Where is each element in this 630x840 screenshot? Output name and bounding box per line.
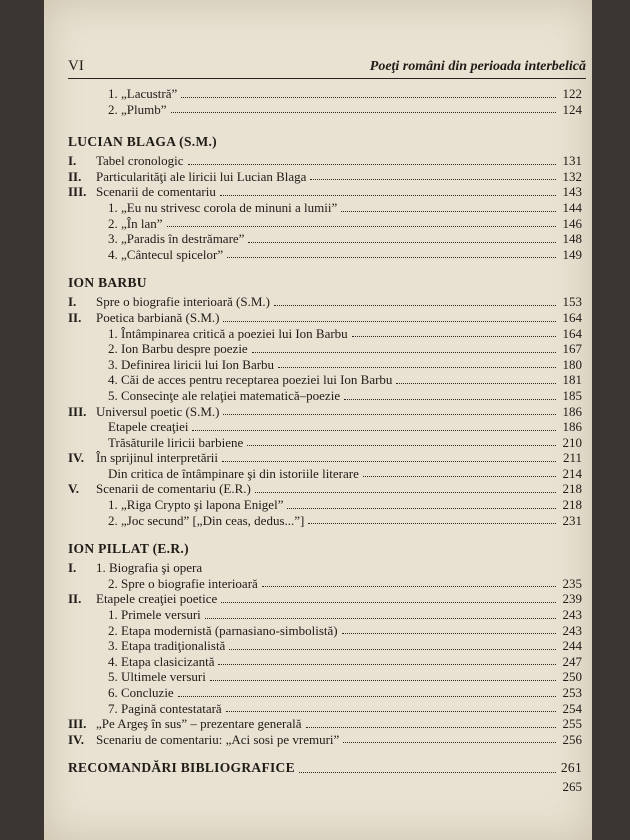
section-title: RECOMANDĂRI BIBLIOGRAFICE <box>68 760 295 776</box>
page-ref: 144 <box>562 199 582 215</box>
toc-entry[interactable] <box>68 184 582 200</box>
toc-entry[interactable] <box>68 216 582 232</box>
entry-title: 2. Etapa modernistă (parnasiano-simbolistă) <box>108 622 338 638</box>
entry-title: 5. Consecinţe ale relaţiei matematică–poezie <box>108 387 341 403</box>
dot-leader <box>220 191 556 196</box>
dot-leader <box>312 787 556 791</box>
entry-numeral: I. <box>68 294 77 310</box>
entry-title: 1. Primele versuri <box>108 607 201 623</box>
page-ref: 261 <box>560 760 582 776</box>
page-number: VI <box>68 58 84 74</box>
page-ref: 143 <box>562 184 582 200</box>
page-ref: 256 <box>562 731 582 747</box>
entry-numeral: III. <box>68 716 87 732</box>
toc-entry[interactable] <box>68 481 582 497</box>
toc-entry[interactable] <box>68 102 582 118</box>
toc-entry[interactable] <box>68 450 582 466</box>
toc-entry[interactable] <box>68 638 582 654</box>
toc-section-heading <box>68 274 582 292</box>
dot-leader <box>181 93 556 98</box>
entry-title: Spre o biografie interioară (S.M.) <box>96 294 271 310</box>
toc-entry[interactable] <box>68 404 582 420</box>
page-ref: 180 <box>562 356 582 372</box>
entry-title: 2. „Plumb” <box>108 101 167 117</box>
entry-title: Particularităţi ale liricii lui Lucian Blaga <box>96 168 307 184</box>
page-ref: 218 <box>562 481 582 497</box>
page-ref: 211 <box>562 450 582 466</box>
dot-leader <box>188 160 556 165</box>
toc-entry[interactable] <box>68 247 582 263</box>
dot-leader <box>171 108 557 113</box>
dot-leader <box>352 332 556 337</box>
toc-entry[interactable] <box>68 341 582 357</box>
toc-entry[interactable] <box>68 591 582 607</box>
dot-leader <box>274 301 556 306</box>
toc-entry[interactable] <box>68 732 582 748</box>
entry-title: Din critica de întâmpinare şi din istoriile literare <box>108 465 359 481</box>
page-ref: 181 <box>562 372 582 388</box>
entry-title: 6. Concluzie <box>108 685 174 700</box>
entry-numeral: V. <box>68 481 79 497</box>
toc-entry[interactable] <box>68 497 582 513</box>
dot-leader <box>344 395 556 400</box>
toc-entry[interactable] <box>68 685 582 701</box>
entry-numeral: I. <box>68 153 77 169</box>
entry-numeral: IV. <box>68 731 85 747</box>
dot-leader <box>308 519 556 524</box>
page-ref: 122 <box>562 86 582 101</box>
entry-title: Etapele creaţiei poetice <box>96 591 218 607</box>
entry-numeral: I. <box>68 560 77 576</box>
toc-entry[interactable] <box>68 654 582 670</box>
page-ref: 185 <box>562 387 582 403</box>
page-ref: 247 <box>562 653 582 669</box>
dot-leader <box>343 738 556 743</box>
entry-numeral: III. <box>68 184 87 200</box>
entry-title: Scenariu de comentariu: „Aci sosi pe vremuri” <box>96 731 340 747</box>
page-ref: 244 <box>562 638 582 654</box>
dot-leader <box>178 692 556 697</box>
entry-title: 5. Ultimele versuri <box>108 669 206 685</box>
entry-numeral: II. <box>68 309 82 325</box>
page-ref: 265 <box>562 779 582 795</box>
page-ref: 239 <box>562 591 582 607</box>
entry-title: 2. Ion Barbu despre poezie <box>108 341 248 357</box>
page-ref: 148 <box>562 231 582 247</box>
dot-leader <box>226 707 556 712</box>
entry-numeral: II. <box>68 168 82 184</box>
dot-leader <box>248 238 556 243</box>
page-ref: 218 <box>562 497 582 513</box>
entry-title: 1. „Eu nu strivesc corola de minuni a lumii” <box>108 199 338 215</box>
entry-title: 1. „Riga Crypto şi lapona Enigel” <box>108 497 284 513</box>
dot-leader <box>192 426 556 431</box>
entry-title: 1. Biografia şi opera <box>96 560 203 576</box>
page-ref: 243 <box>562 607 582 623</box>
page-ref: 214 <box>562 465 582 481</box>
dot-leader <box>227 253 556 258</box>
book-page <box>44 0 592 840</box>
entry-title: Universul poetic (S.M.) <box>96 403 220 419</box>
entry-title: Trăsăturile liricii barbiene <box>108 434 244 450</box>
toc-entry[interactable] <box>68 466 582 482</box>
toc-entry[interactable] <box>68 169 582 185</box>
dot-leader <box>221 598 556 603</box>
dot-leader <box>205 614 556 619</box>
running-header <box>68 56 586 79</box>
page-ref: 153 <box>562 294 582 310</box>
running-title: Poeţi români din perioada interbelică <box>369 59 586 74</box>
page-ref: 164 <box>562 309 582 325</box>
dot-leader <box>252 348 556 353</box>
toc-entry[interactable] <box>68 294 582 310</box>
page-ref: 124 <box>562 101 582 117</box>
page-ref: 231 <box>562 512 582 528</box>
entry-title: 1. „Lacustră” <box>108 86 178 101</box>
toc-entry[interactable] <box>68 669 582 685</box>
page-ref: 132 <box>562 168 582 184</box>
entry-title: Etapele creaţiei <box>108 419 189 435</box>
toc-entry[interactable] <box>68 779 582 795</box>
entry-title: 3. „Paradis în destrămare” <box>108 231 245 247</box>
toc-entry[interactable] <box>68 623 582 639</box>
section-title: ION PILLAT (E.R.) <box>68 541 189 557</box>
entry-title: În sprijinul interpretării <box>96 450 219 466</box>
page-ref: 167 <box>562 341 582 357</box>
toc-entry[interactable] <box>68 372 582 388</box>
dot-leader <box>206 568 556 572</box>
dot-leader <box>396 379 556 384</box>
toc-entry[interactable] <box>68 513 582 529</box>
dot-leader <box>247 441 556 446</box>
page-ref: 186 <box>562 419 582 435</box>
entry-title: 3. Etapa tradiţionalistă <box>108 638 226 654</box>
entry-title: 4. Căi de acces pentru receptarea poeziei lui Ion Barbu <box>108 372 393 388</box>
dot-leader <box>229 645 556 650</box>
entry-numeral: II. <box>68 591 82 607</box>
page-ref: 243 <box>562 622 582 638</box>
dot-leader <box>218 660 556 665</box>
entry-title: 4. Etapa clasicizantă <box>108 653 215 669</box>
dot-leader <box>287 504 556 509</box>
entry-title: 4. „Cântecul spicelor” <box>108 246 224 262</box>
page-ref: 131 <box>562 153 582 169</box>
dot-leader <box>223 410 556 415</box>
toc-entry[interactable] <box>68 86 582 102</box>
dot-leader <box>167 222 556 227</box>
page-ref: 254 <box>562 700 582 716</box>
toc-entry[interactable] <box>68 357 582 373</box>
page-ref: 250 <box>562 669 582 685</box>
entry-title: Poetica barbiană (S.M.) <box>96 309 220 325</box>
dot-leader <box>363 472 556 477</box>
dot-leader <box>210 676 556 681</box>
page-ref: 255 <box>562 716 582 732</box>
entry-title: 3. Definirea liricii lui Ion Barbu <box>108 356 275 372</box>
toc-section-heading <box>68 759 582 777</box>
dot-leader <box>342 629 556 634</box>
toc-entry[interactable] <box>68 200 582 216</box>
toc-entry[interactable] <box>68 153 582 169</box>
toc-section-heading <box>68 133 582 151</box>
page-ref: 149 <box>562 246 582 262</box>
page-ref: 210 <box>562 434 582 450</box>
page-ref: 235 <box>562 575 582 591</box>
toc-entry[interactable] <box>68 419 582 435</box>
page-ref: 146 <box>562 215 582 231</box>
page-ref: 186 <box>562 403 582 419</box>
dot-leader <box>299 768 556 773</box>
toc-entry[interactable] <box>68 560 582 576</box>
section-title: ION BARBU <box>68 275 147 291</box>
dot-leader <box>310 175 556 180</box>
toc-entry[interactable] <box>68 326 582 342</box>
dot-leader <box>255 488 556 493</box>
section-title: LUCIAN BLAGA (S.M.) <box>68 134 217 150</box>
entry-numeral: III. <box>68 403 87 419</box>
toc-entry[interactable] <box>68 388 582 404</box>
dot-leader <box>223 317 556 322</box>
table-of-contents <box>68 86 582 795</box>
entry-title: „Pe Argeş în sus” – prezentare generală <box>96 716 302 732</box>
page-ref: 253 <box>562 685 582 700</box>
dot-leader <box>278 363 556 368</box>
entry-title: 2. Spre o biografie interioară <box>108 575 258 591</box>
toc-entry[interactable] <box>68 310 582 326</box>
dot-leader <box>306 723 556 728</box>
entry-title: 2. „Joc secund” [„Din ceas, dedus...”] <box>108 512 305 528</box>
entry-title: 2. „În lan” <box>108 215 163 231</box>
toc-entry[interactable] <box>68 231 582 247</box>
dot-leader <box>222 457 556 462</box>
toc-entry[interactable] <box>68 716 582 732</box>
page-ref: 164 <box>562 325 582 341</box>
toc-section-heading <box>68 540 582 558</box>
entry-title: 1. Întâmpinarea critică a poeziei lui Ion Barbu <box>108 325 348 341</box>
entry-title: Tabel cronologic <box>96 153 184 169</box>
dot-leader <box>341 207 556 212</box>
toc-entry[interactable] <box>68 607 582 623</box>
entry-title: Scenarii de comentariu <box>96 184 216 200</box>
toc-entry[interactable] <box>68 576 582 592</box>
dot-leader <box>262 582 556 587</box>
entry-title: 7. Pagină contestatară <box>108 700 222 716</box>
entry-numeral: IV. <box>68 450 85 466</box>
toc-entry[interactable] <box>68 701 582 717</box>
entry-title: Scenarii de comentariu (E.R.) <box>96 481 251 497</box>
toc-entry[interactable] <box>68 435 582 451</box>
